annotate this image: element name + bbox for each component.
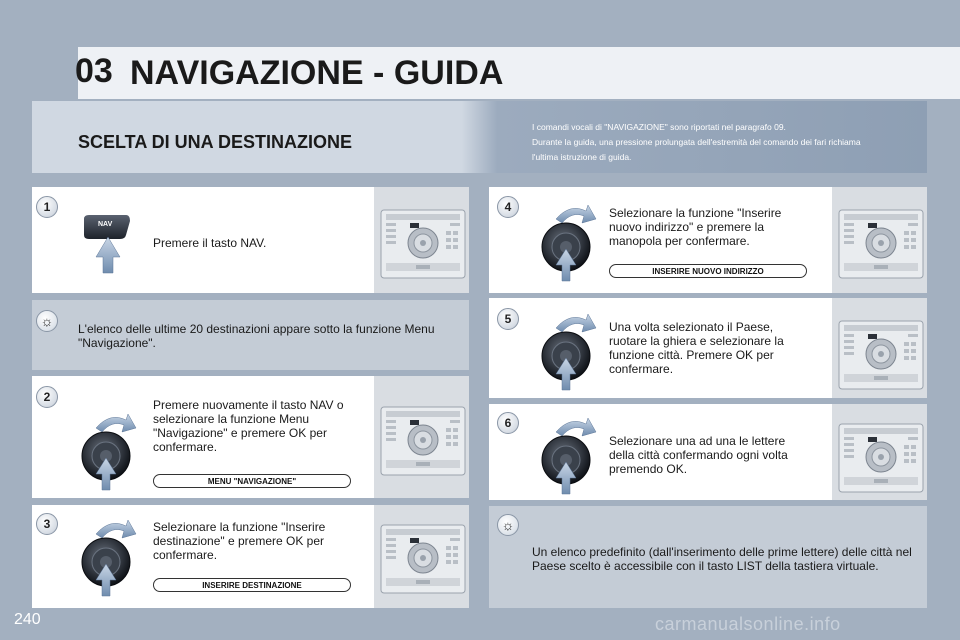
knob-rotate-icon <box>76 514 138 598</box>
page-title: NAVIGAZIONE - GUIDA <box>130 54 504 92</box>
step-text-5: Una volta selezionato il Paese, ruotare la ghiera e selezionare la funzione città. Premere OK per confermare. <box>609 320 784 376</box>
step-badge-3: 3 <box>36 513 58 535</box>
step-text-6: Selezionare una ad una le lettere della città confermando ogni volta premendo OK. <box>609 434 788 476</box>
radio-unit-image <box>380 209 466 279</box>
section-note-line: I comandi vocali di "NAVIGAZIONE" sono riportati nel paragrafo 09. <box>532 122 786 132</box>
radio-unit-image <box>838 423 924 493</box>
section-note-line: l'ultima istruzione di guida. <box>532 152 632 162</box>
radio-unit-image <box>380 524 466 594</box>
step-badge-4: 4 <box>497 196 519 218</box>
knob-rotate-icon <box>536 199 598 283</box>
menu-label-4: INSERIRE NUOVO INDIRIZZO <box>609 264 807 278</box>
knob-rotate-icon <box>536 308 598 392</box>
nav-key-label: NAV <box>98 221 113 228</box>
section-note <box>532 120 922 165</box>
page-number: 240 <box>14 611 41 628</box>
step-text-1: Premere il tasto NAV. <box>153 236 267 250</box>
menu-label-3: INSERIRE DESTINAZIONE <box>153 578 351 592</box>
chapter-number: 03 <box>75 52 113 90</box>
section-title: SCELTA DI UNA DESTINAZIONE <box>78 132 352 152</box>
watermark: carmanualsonline.info <box>655 614 841 634</box>
step-badge-2: 2 <box>36 386 58 408</box>
nav-key-icon <box>80 213 140 275</box>
header-corner <box>0 0 78 100</box>
radio-unit-image <box>838 320 924 390</box>
section-note-line: Durante la guida, una pressione prolungata dell'estremità del comando dei fari richiama <box>532 137 861 147</box>
radio-unit-image <box>838 209 924 279</box>
knob-rotate-icon <box>76 408 138 492</box>
tip-text-1: L'elenco delle ultime 20 destinazioni appare sotto la funzione Menu "Navigazione". <box>78 322 435 350</box>
step-text-3: Selezionare la funzione "Inserire destinazione" e premere OK per confermare. <box>153 520 326 562</box>
knob-rotate-icon <box>536 412 598 496</box>
tip-text-2: Un elenco predefinito (dall'inserimento delle prime lettere) delle città nel Paese scelto è accessibile con il tasto LIST della tastiera virtuale. <box>532 545 912 573</box>
radio-unit-image <box>380 406 466 476</box>
step-badge-1: 1 <box>36 196 58 218</box>
step-badge-6: 6 <box>497 412 519 434</box>
tip-icon: ☼ <box>36 310 58 332</box>
step-text-4: Selezionare la funzione "Inserire nuovo indirizzo" e premere la manopola per confermare. <box>609 206 782 248</box>
step-badge-5: 5 <box>497 308 519 330</box>
menu-label-2: MENU "NAVIGAZIONE" <box>153 474 351 488</box>
tip-icon: ☼ <box>497 514 519 536</box>
step-text-2: Premere nuovamente il tasto NAV o selezionare la funzione Menu "Navigazione" e premere OK per confermare. <box>153 398 344 454</box>
